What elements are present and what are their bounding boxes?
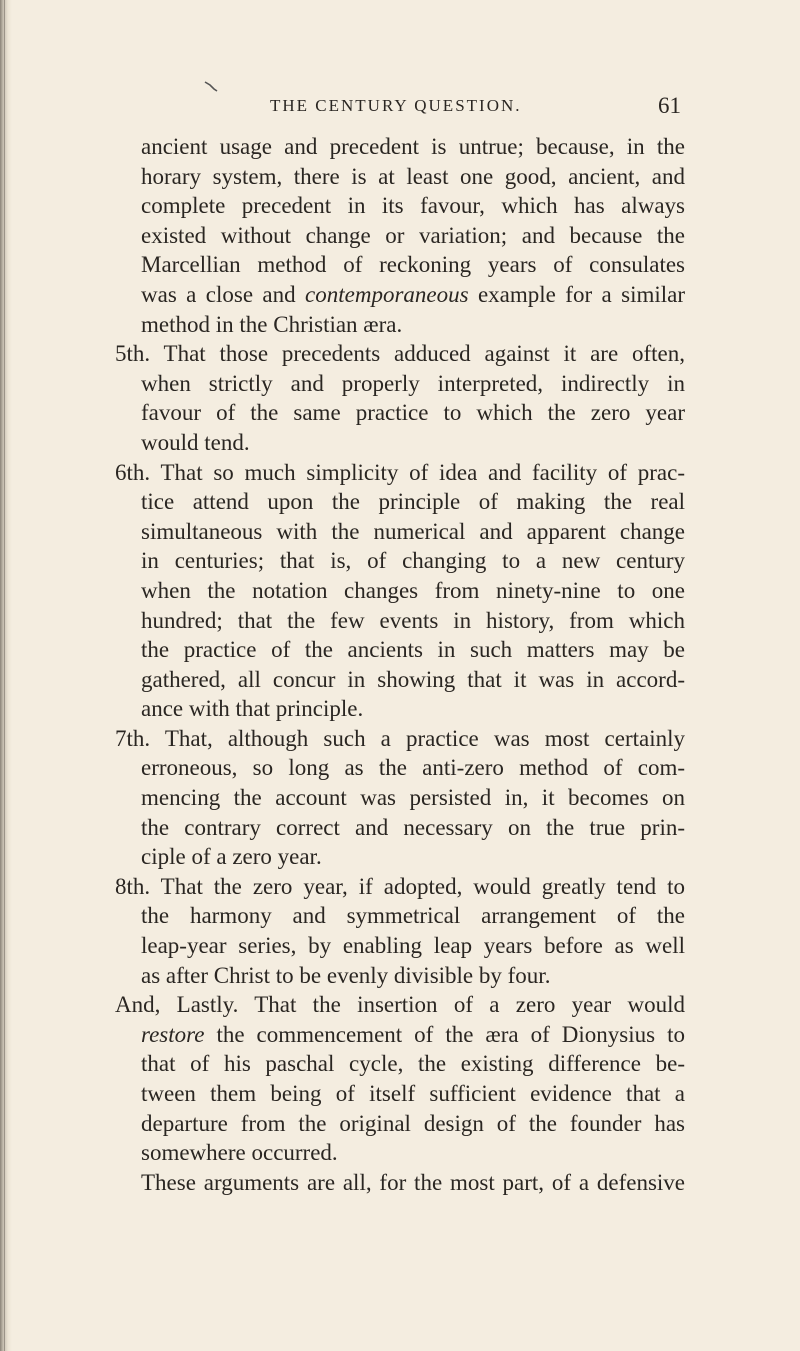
- text-segment: the commencement of the æra of Dionysius to: [204, 1021, 685, 1047]
- text-line: [115, 1020, 685, 1050]
- binding-gutter: [0, 0, 12, 1351]
- text-line: the contrary correct and necessary on the true prin-: [141, 814, 685, 840]
- text-line: that of his paschal cycle, the existing difference be-: [141, 1051, 685, 1077]
- text-line: method in the Christian æra.: [141, 311, 403, 337]
- text-line: the practice of the ancients in such matters may be: [141, 637, 685, 663]
- text-line: complete precedent in its favour, which has always: [141, 193, 685, 219]
- text-line: favour of the same practice to which the zero year: [141, 400, 685, 426]
- gutter-shadow-line: [4, 0, 5, 1351]
- running-head: THE CENTURY QUESTION.: [270, 96, 522, 115]
- text-line: 6th. That so much simplicity of idea and facility of prac-: [115, 459, 685, 485]
- text-line: in centuries; that is, of changing to a new century: [141, 548, 685, 574]
- body-text: [115, 132, 685, 1197]
- text-segment: was a close and: [141, 281, 306, 307]
- text-line: ance with that principle.: [141, 696, 364, 722]
- text-line: departure from the original design of the founder has: [141, 1110, 685, 1136]
- text-line: tween them being of itself sufficient evidence that a: [141, 1081, 685, 1106]
- text-line: 8th. That the zero year, if adopted, would greatly tend to: [115, 873, 685, 899]
- text-line: somewhere occurred.: [141, 1140, 338, 1166]
- text-line: 7th. That, although such a practice was most certainly: [115, 725, 685, 751]
- page-number: 61: [658, 93, 681, 118]
- text-line: 5th. That those precedents adduced against it are often,: [115, 341, 685, 367]
- text-line: gathered, all concur in showing that it was in accord-: [141, 666, 685, 692]
- text-line: would tend.: [141, 429, 250, 455]
- italic-text: contemporaneous: [305, 281, 469, 307]
- text-line: the harmony and symmetrical arrangement of the: [141, 903, 685, 929]
- text-segment: example for a similar: [468, 281, 685, 307]
- text-line: hundred; that the few events in history, from which: [141, 607, 685, 633]
- text-line: when strictly and properly interpreted, indirectly in: [141, 370, 685, 396]
- text-line: when the notation changes from ninety-nine to one: [141, 577, 685, 603]
- text-line: horary system, there is at least one good, ancient, and: [141, 163, 685, 189]
- printer-mark: [204, 80, 218, 92]
- text-line: tice attend upon the principle of making the real: [141, 489, 685, 515]
- text-line: These arguments are all, for the most part, of a defensive: [141, 1169, 685, 1195]
- text-line: And, Lastly. That the insertion of a zero year would: [115, 992, 685, 1018]
- text-line: existed without change or variation; and because the: [141, 222, 685, 248]
- text-line: mencing the account was persisted in, it becomes on: [141, 785, 685, 811]
- text-line: simultaneous with the numerical and apparent change: [141, 518, 685, 544]
- text-line: Marcellian method of reckoning years of consulates: [141, 252, 685, 278]
- text-line: ancient usage and precedent is untrue; because, in the: [141, 134, 685, 159]
- text-line: erroneous, so long as the anti-zero method of com-: [141, 755, 685, 781]
- page-header: [0, 93, 800, 126]
- text-line: leap-year series, by enabling leap years before as well: [141, 933, 685, 959]
- text-line: ciple of a zero year.: [141, 844, 322, 870]
- italic-text: restore: [141, 1021, 205, 1047]
- text-line: [115, 280, 685, 310]
- text-line: as after Christ to be evenly divisible by four.: [141, 962, 551, 988]
